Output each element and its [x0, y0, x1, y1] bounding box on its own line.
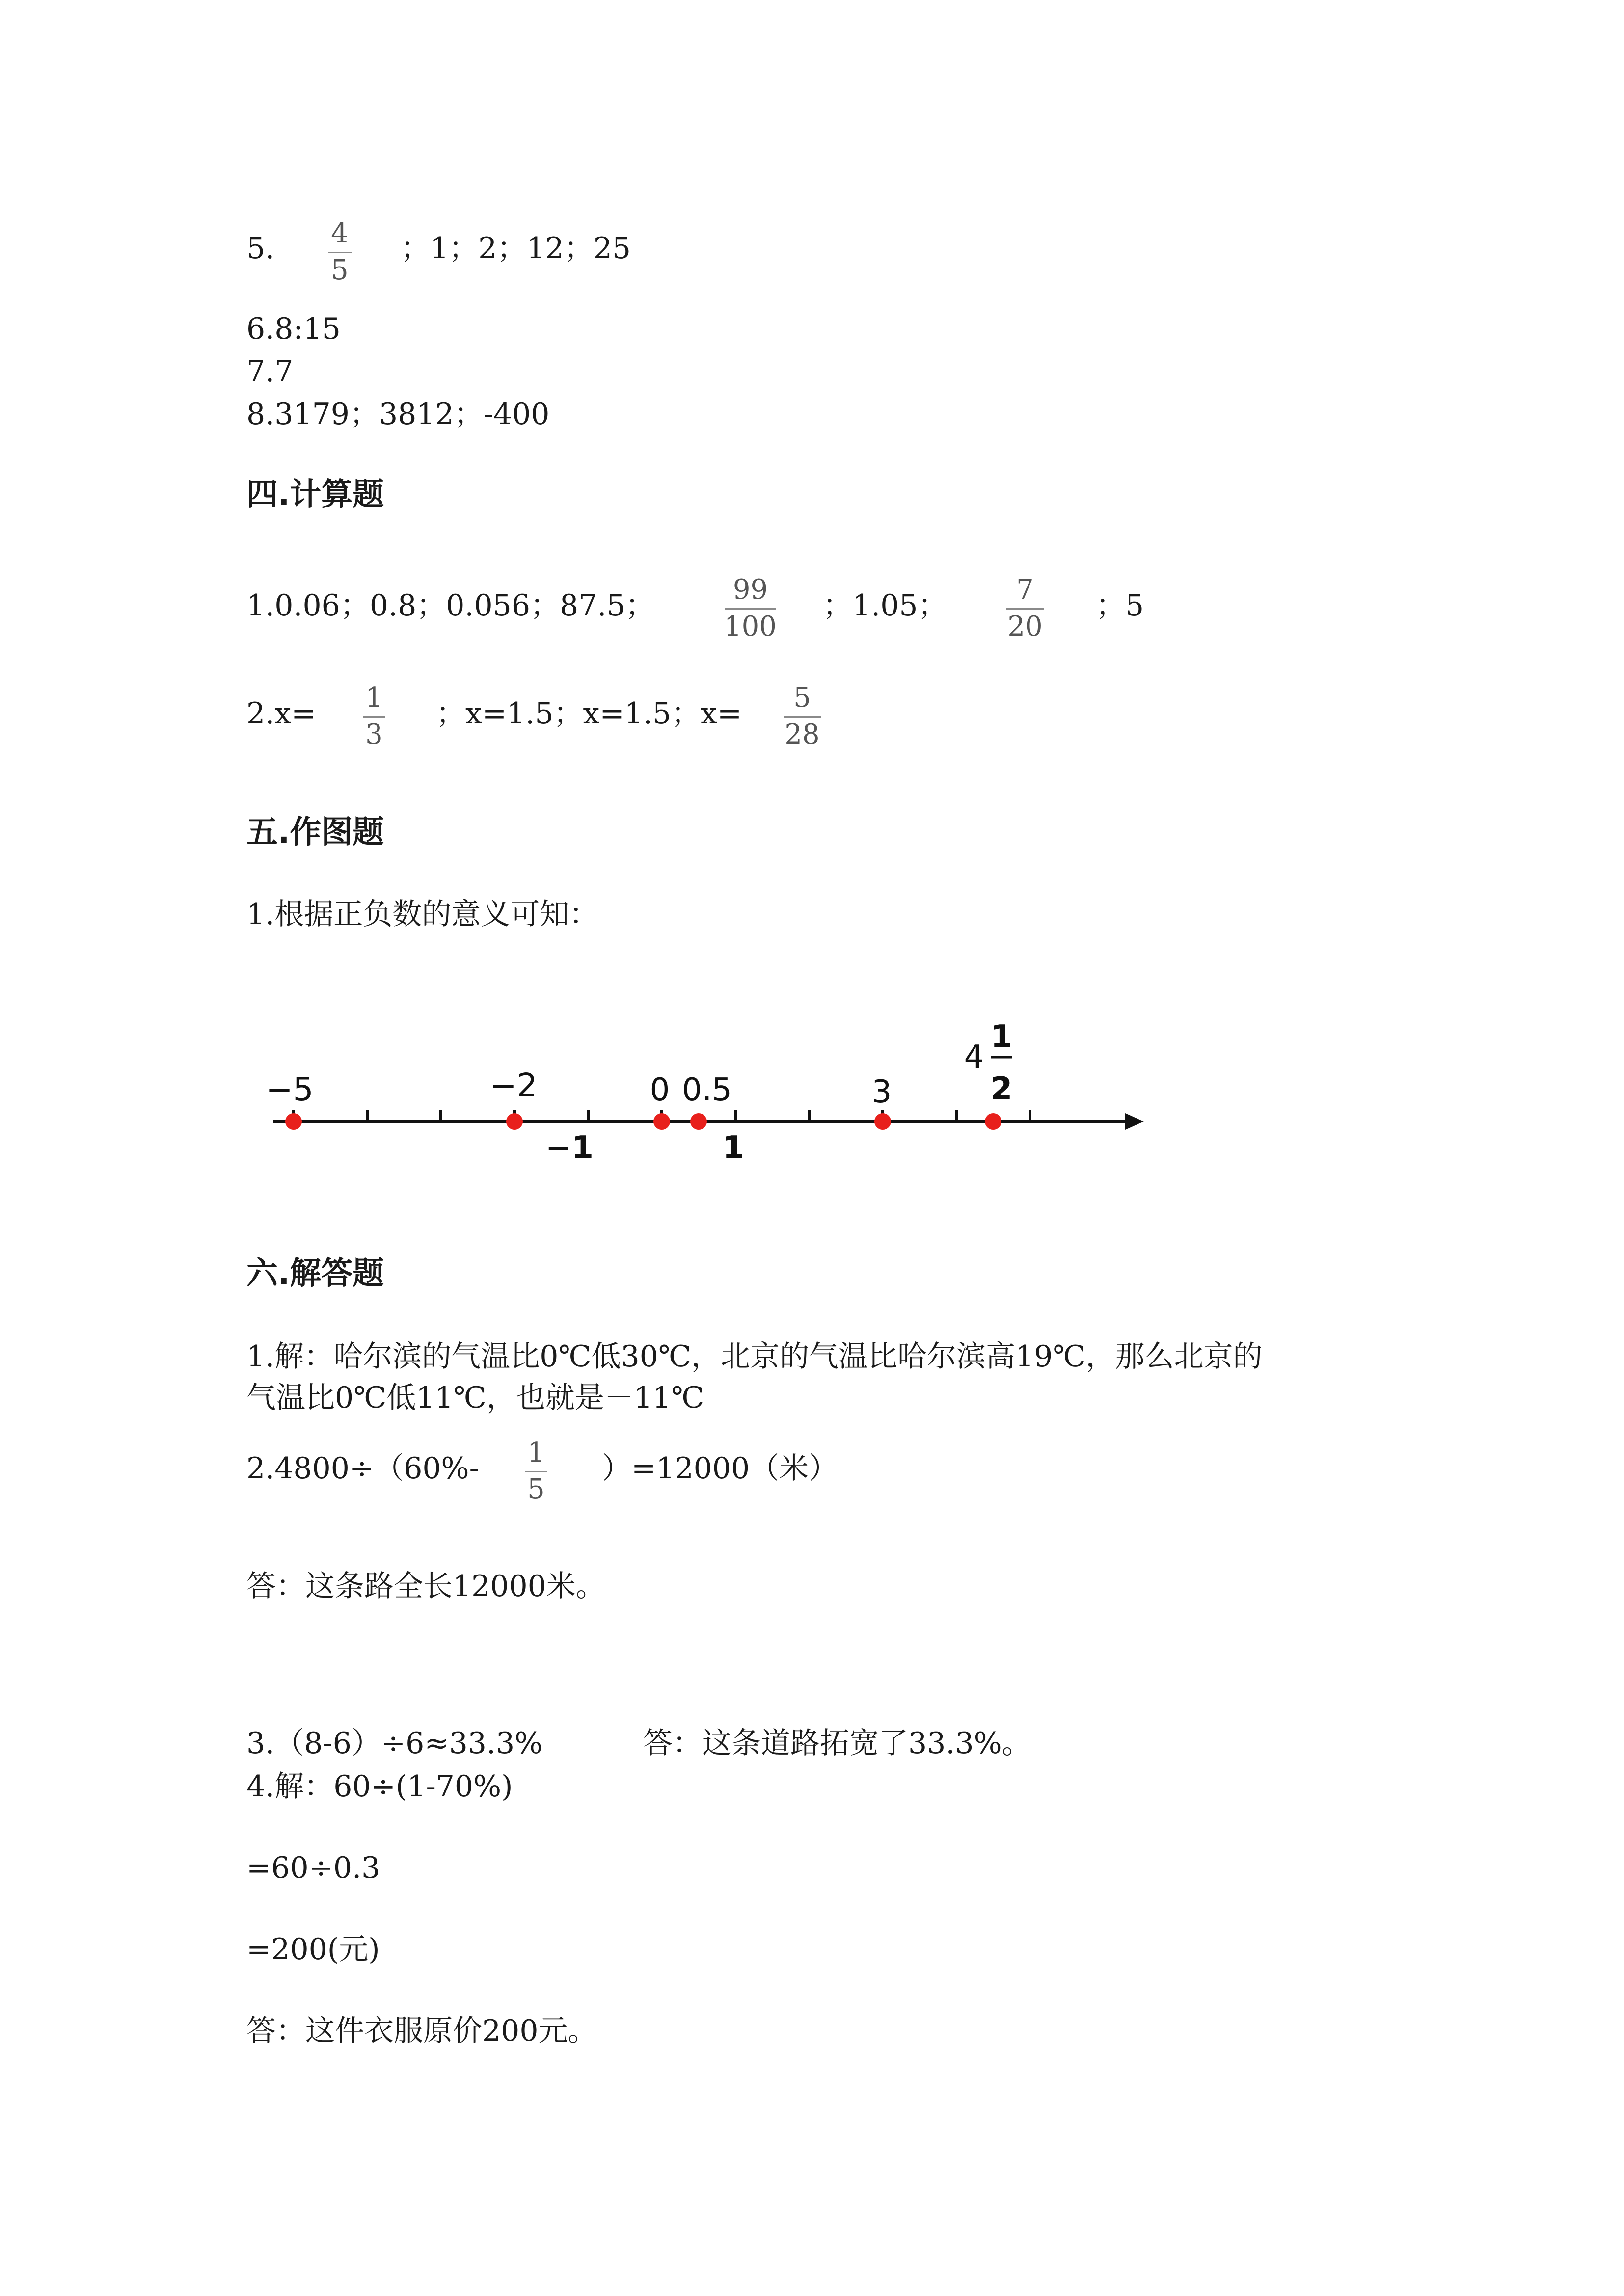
number-line-point: [506, 1113, 523, 1130]
arrow-head: [1125, 1113, 1144, 1130]
label-three: 3: [871, 1074, 892, 1110]
s4-q1-prefix: 1.0.06；0.8；0.056；87.5；: [246, 588, 655, 623]
s6-q4-step1: =60÷0.3: [246, 1851, 380, 1885]
q5-answers: ；1；2；12；25: [401, 231, 631, 266]
fraction-denominator: 3: [365, 719, 383, 750]
fraction-denominator: 100: [724, 611, 777, 642]
q8-answer: 8.3179；3812；-400: [246, 397, 550, 431]
label-mixed-numerator: 1: [990, 1019, 1013, 1055]
fraction-denominator: 20: [1007, 611, 1043, 642]
label-mixed-denominator: 2: [990, 1071, 1013, 1107]
label-zero: 0: [650, 1072, 670, 1108]
q5-number: 5.: [246, 231, 275, 266]
s4-q2-prefix: 2.x=: [246, 696, 316, 731]
fraction-bar: [525, 1471, 547, 1472]
fraction-numerator: 7: [1016, 574, 1034, 606]
s6-q2-answer: 答：这条路全长12000米。: [246, 1569, 605, 1603]
fraction-numerator: 1: [365, 682, 383, 714]
q7-answer: 7.7: [246, 354, 294, 389]
s5-q1-text: 1.根据正负数的意义可知：: [246, 897, 599, 932]
s6-q1-line2: 气温比0℃低11℃，也就是－11℃: [246, 1381, 704, 1415]
fraction-numerator: 4: [331, 217, 349, 249]
number-line-point: [690, 1113, 707, 1130]
fraction-numerator: 1: [527, 1437, 545, 1468]
s4-q1-mid: ；1.05；: [823, 588, 947, 623]
label-zero-point-five: 0.5: [682, 1072, 732, 1108]
section5-title: 五.作图题: [246, 814, 384, 851]
section4-title: 四.计算题: [246, 477, 384, 513]
s6-q3: 3.（8-6）÷6≈33.3%: [246, 1726, 543, 1761]
number-line-point: [653, 1113, 670, 1130]
label-minus-2: −2: [489, 1067, 538, 1104]
fraction-1-5: [525, 1439, 547, 1503]
label-one: 1: [722, 1130, 745, 1166]
number-line-axis: [273, 1113, 1144, 1130]
fraction-numerator: 99: [732, 574, 768, 606]
s6-q2-suffix: ）=12000（米）: [602, 1451, 839, 1486]
section6-title: 六.解答题: [246, 1255, 384, 1292]
s6-q2-prefix: 2.4800÷（60%-: [246, 1451, 479, 1486]
s6-q1-line1: 1.解：哈尔滨的气温比0℃低30℃，北京的气温比哈尔滨高19℃，那么北京的: [246, 1339, 1263, 1374]
fraction-denominator: 5: [527, 1473, 545, 1505]
label-minus-1: −1: [545, 1130, 594, 1166]
s6-q4-step2: =200(元): [246, 1932, 380, 1967]
s6-q4-answer: 答：这件衣服原价200元。: [246, 2014, 597, 2048]
s4-q2-mid: ；x=1.5；x=1.5；x=: [436, 696, 742, 731]
number-line-point: [985, 1113, 1001, 1130]
fraction-denominator: 5: [331, 254, 349, 286]
q6-answer: 6.8:15: [246, 312, 341, 346]
fraction-numerator: 5: [793, 682, 811, 714]
number-line-point: [874, 1113, 891, 1130]
label-mixed-whole: 4: [964, 1039, 984, 1075]
s6-q4: 4.解：60÷(1-70%): [246, 1769, 513, 1804]
number-line-point: [285, 1113, 302, 1130]
label-minus-5: −5: [266, 1070, 314, 1108]
s6-q3-answer: 答：这条道路拓宽了33.3%。: [643, 1726, 1031, 1761]
fraction-denominator: 28: [785, 719, 820, 750]
s4-q1-suffix: ；5: [1096, 588, 1144, 623]
